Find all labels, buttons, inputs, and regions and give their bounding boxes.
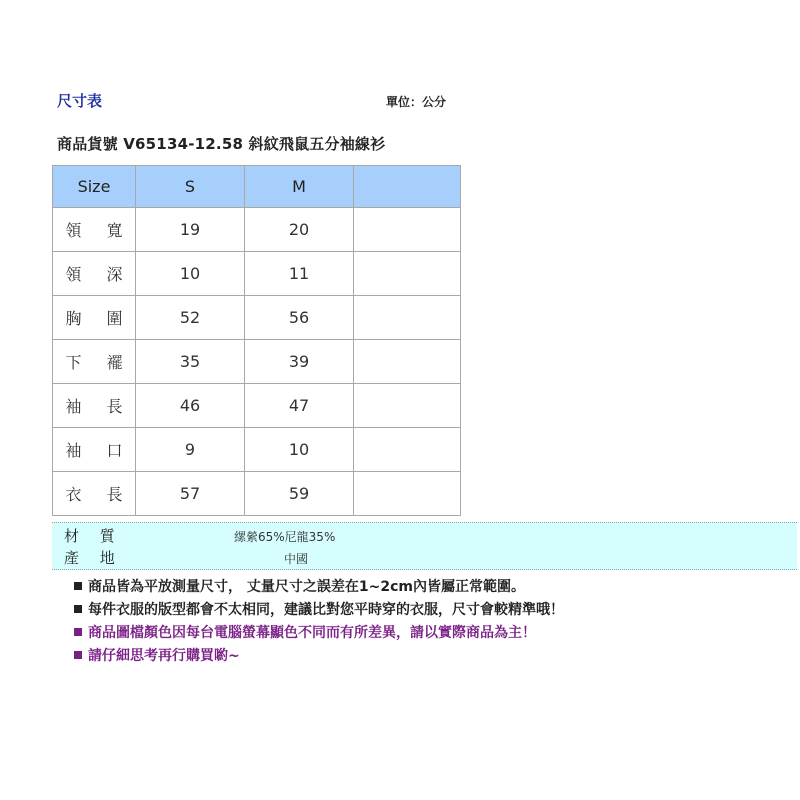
note-text: 商品皆為平放測量尺寸， 丈量尺寸之誤差在1~2cm內皆屬正常範圍。 xyxy=(88,579,525,595)
material-label: 材 質 xyxy=(64,527,123,545)
cell-value: 35 xyxy=(136,340,245,384)
row-label: 領 寬 xyxy=(53,208,136,252)
table-row xyxy=(53,384,461,428)
square-bullet-icon xyxy=(74,628,82,636)
cell-value: 10 xyxy=(245,428,354,472)
table-row xyxy=(53,428,461,472)
page-title: 尺寸表 xyxy=(57,92,103,110)
material-origin-box xyxy=(52,522,797,570)
note-item xyxy=(74,645,564,668)
cell-value: 47 xyxy=(245,384,354,428)
cell-value xyxy=(354,340,461,384)
unit-label: 單位：公分 xyxy=(386,95,447,109)
cell-value: 57 xyxy=(136,472,245,516)
square-bullet-icon xyxy=(74,651,82,659)
table-row xyxy=(53,208,461,252)
cell-value xyxy=(354,208,461,252)
row-label: 袖 口 xyxy=(53,428,136,472)
cell-value: 19 xyxy=(136,208,245,252)
square-bullet-icon xyxy=(74,582,82,590)
cell-value: 39 xyxy=(245,340,354,384)
cell-value: 56 xyxy=(245,296,354,340)
notes-list xyxy=(74,576,564,668)
origin-label: 產 地 xyxy=(64,549,123,567)
header-cell-size: Size xyxy=(53,166,136,208)
cell-value xyxy=(354,472,461,516)
cell-value xyxy=(354,428,461,472)
row-label: 衣 長 xyxy=(53,472,136,516)
row-label: 袖 長 xyxy=(53,384,136,428)
cell-value: 10 xyxy=(136,252,245,296)
note-item xyxy=(74,599,564,622)
row-label: 下 襬 xyxy=(53,340,136,384)
cell-value xyxy=(354,296,461,340)
row-label: 胸 圍 xyxy=(53,296,136,340)
origin-value: 中國 xyxy=(284,552,309,566)
note-text: 商品圖檔顏色因每台電腦螢幕顯色不同而有所差異，請以實際商品為主！ xyxy=(88,625,536,641)
material-value: 縲縈65%尼龍35% xyxy=(234,530,336,544)
row-label: 領 深 xyxy=(53,252,136,296)
table-row xyxy=(53,296,461,340)
material-row xyxy=(52,524,797,546)
size-table xyxy=(52,165,461,516)
product-line: 商品貨號 V65134-12.58 斜紋飛鼠五分袖線衫 xyxy=(57,135,386,153)
note-text: 請仔細思考再行購買喲~ xyxy=(88,648,240,664)
cell-value: 52 xyxy=(136,296,245,340)
cell-value xyxy=(354,252,461,296)
header-cell-empty xyxy=(354,166,461,208)
cell-value: 11 xyxy=(245,252,354,296)
header-cell-s: S xyxy=(136,166,245,208)
table-row xyxy=(53,340,461,384)
origin-row xyxy=(52,546,797,568)
cell-value xyxy=(354,384,461,428)
table-row xyxy=(53,252,461,296)
cell-value: 59 xyxy=(245,472,354,516)
table-header-row xyxy=(53,166,461,208)
header-cell-m: M xyxy=(245,166,354,208)
note-item xyxy=(74,622,564,645)
note-item xyxy=(74,576,564,599)
cell-value: 9 xyxy=(136,428,245,472)
note-text: 每件衣服的版型都會不太相同，建議比對您平時穿的衣服，尺寸會較精準哦！ xyxy=(88,602,564,618)
cell-value: 20 xyxy=(245,208,354,252)
square-bullet-icon xyxy=(74,605,82,613)
cell-value: 46 xyxy=(136,384,245,428)
table-row xyxy=(53,472,461,516)
